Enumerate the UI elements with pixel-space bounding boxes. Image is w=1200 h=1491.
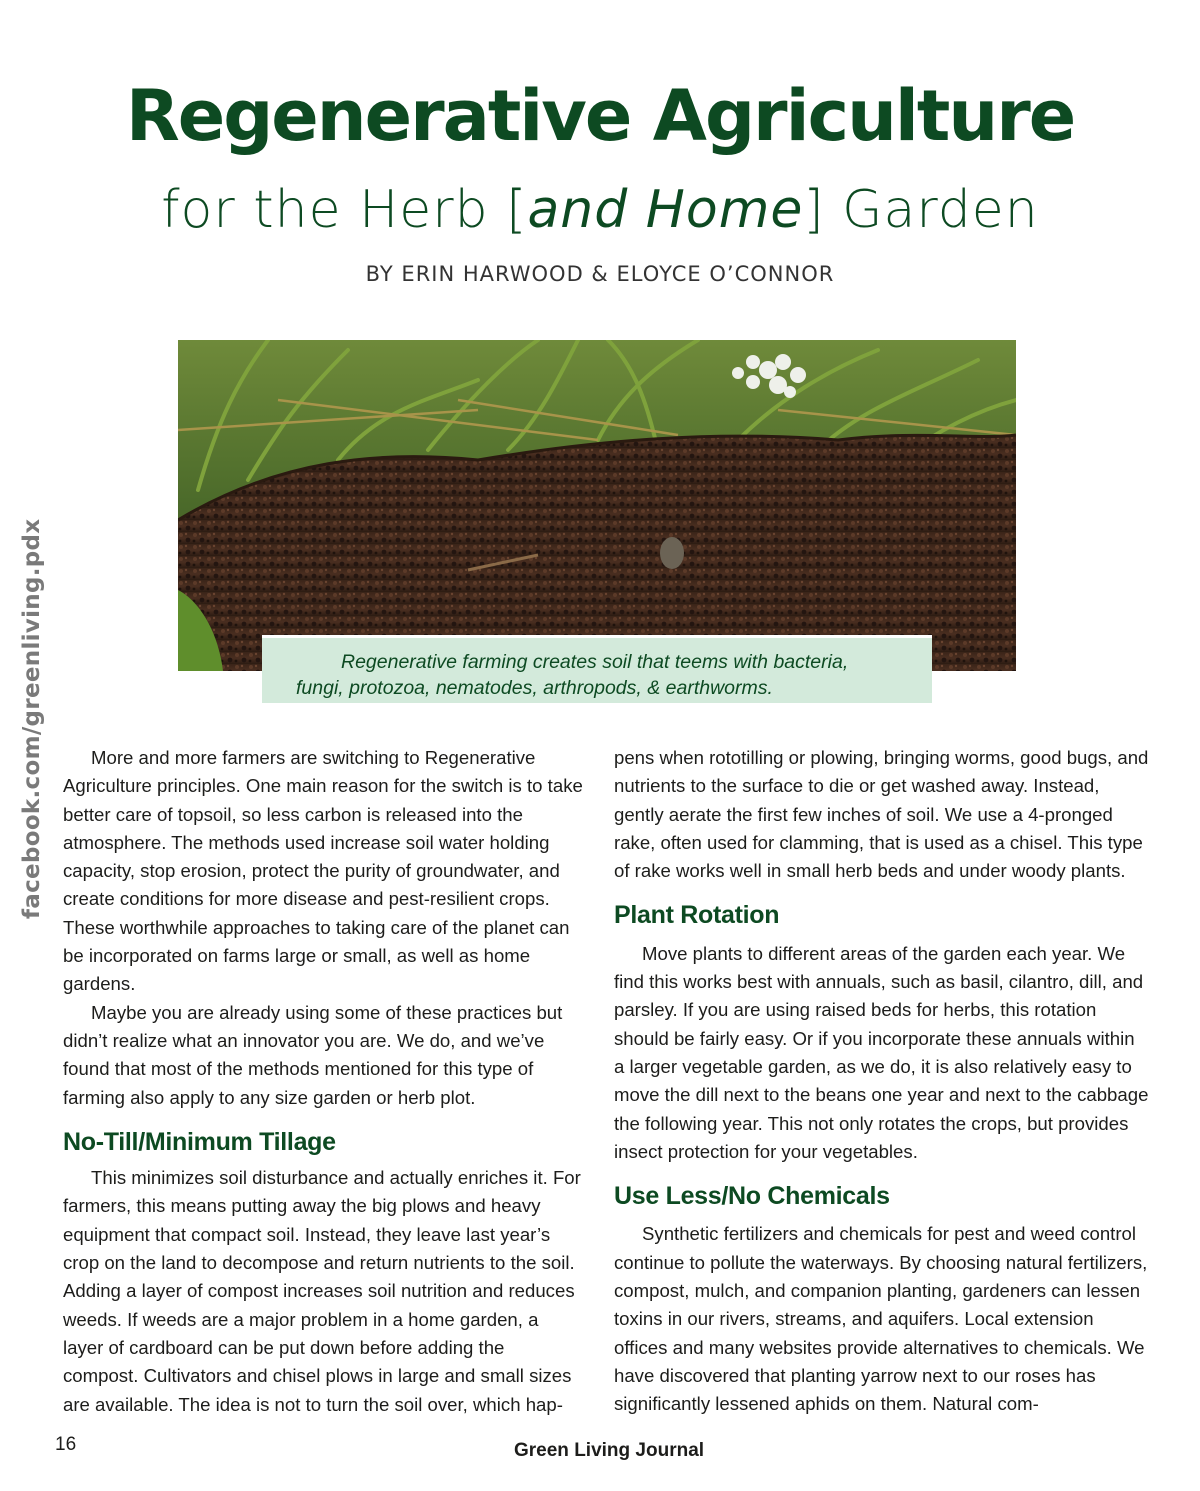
caption-line-2: fungi, protozoa, nematodes, arthropods, & earthworms.: [296, 677, 773, 699]
left-column: [63, 744, 583, 1419]
heading-chemicals: Use Less/No Chemicals: [614, 1182, 890, 1211]
sidebar-url: facebook.com/greenliving.pdx: [19, 518, 45, 919]
soil-photo: [178, 340, 1016, 671]
subtitle-post: ] Garden: [803, 180, 1039, 240]
heading-no-till: No-Till/Minimum Tillage: [63, 1127, 336, 1156]
subtitle-italic: and Home: [527, 180, 804, 240]
journal-name: Green Living Journal: [514, 1440, 705, 1461]
subtitle-pre: for the Herb [: [161, 180, 528, 240]
article-subtitle: [0, 182, 1200, 239]
byline: BY ERIN HARWOOD & ELOYCE O’CONNOR: [365, 262, 835, 286]
photo-caption: [262, 635, 932, 703]
page-number: 16: [55, 1434, 77, 1455]
heading-plant-rotation: Plant Rotation: [614, 901, 780, 930]
paragraph-no-till: This minimizes soil disturbance and actually enriches it. For farmers, this means putting away the big plows and heavy equipment that compact soil. Instead, they leave last year’s crop on the land to decompose and return nutrients to the soil. Adding a layer of compost increases soil nutrition and reduces weeds. If weeds are a major problem in a home garden, a layer of cardboard can be put down before adding the compost. Cultivators and chisel plows in large and small sizes are available. The idea is not to turn the soil over, which hap-: [63, 1167, 581, 1415]
paragraph-intro: More and more farmers are switching to Regenerative Agriculture principles. One main reason for the switch is to take better care of topsoil, so less carbon is released into the atmosphere. The methods used increase soil water holding capacity, stop erosion, protect the purity of groundwater, and create conditions for more disease and pest-resilient crops. These worthwhile approaches to taking care of the planet can be incorporated on farms large or small, as well as home gardens.: [63, 747, 583, 995]
paragraph-chemicals: Synthetic fertilizers and chemicals for pest and weed control continue to pollute the waterways. By choosing natural fertilizers, compost, mulch, and companion planting, gardeners can lessen toxins in our rivers, streams, and aquifers. Local extension offices and many websites provide alternatives to chemicals. We have discovered that planting yarrow next to our roses has significantly lessened aphids on them. Natural com-: [614, 1223, 1148, 1415]
right-column: [614, 744, 1149, 1419]
paragraph-innovator: Maybe you are already using some of these practices but didn’t realize what an innovator you are. We do, and we’ve found that most of the methods mentioned for this type of farming also apply to any size garden or herb plot.: [63, 1001, 563, 1108]
caption-line-1: Regenerative farming creates soil that teems with bacteria,: [341, 651, 849, 673]
article-title: Regenerative Agriculture: [125, 75, 1075, 157]
paragraph-continued: pens when rototilling or plowing, bringing worms, good bugs, and nutrients to the surface to die or get washed away. Instead, gently aerate the first few inches of soil. We use a 4-pronged rake, often used for clamming, that is used as a chisel. This type of rake works well in small herb beds and under woody plants.: [614, 747, 1149, 882]
paragraph-plant-rotation: Move plants to different areas of the garden each year. We find this works best with annuals, such as basil, cilantro, dill, and parsley. If you are using raised beds for herbs, this rotation should be fairly easy. Or if you incorporate these annuals within a larger vegetable garden, as we do, it is also relatively easy to move the dill next to the beans one year and next to the cabbage the following year. This not only rotates the crops, but provides insect protection for your vegetables.: [614, 942, 1149, 1162]
